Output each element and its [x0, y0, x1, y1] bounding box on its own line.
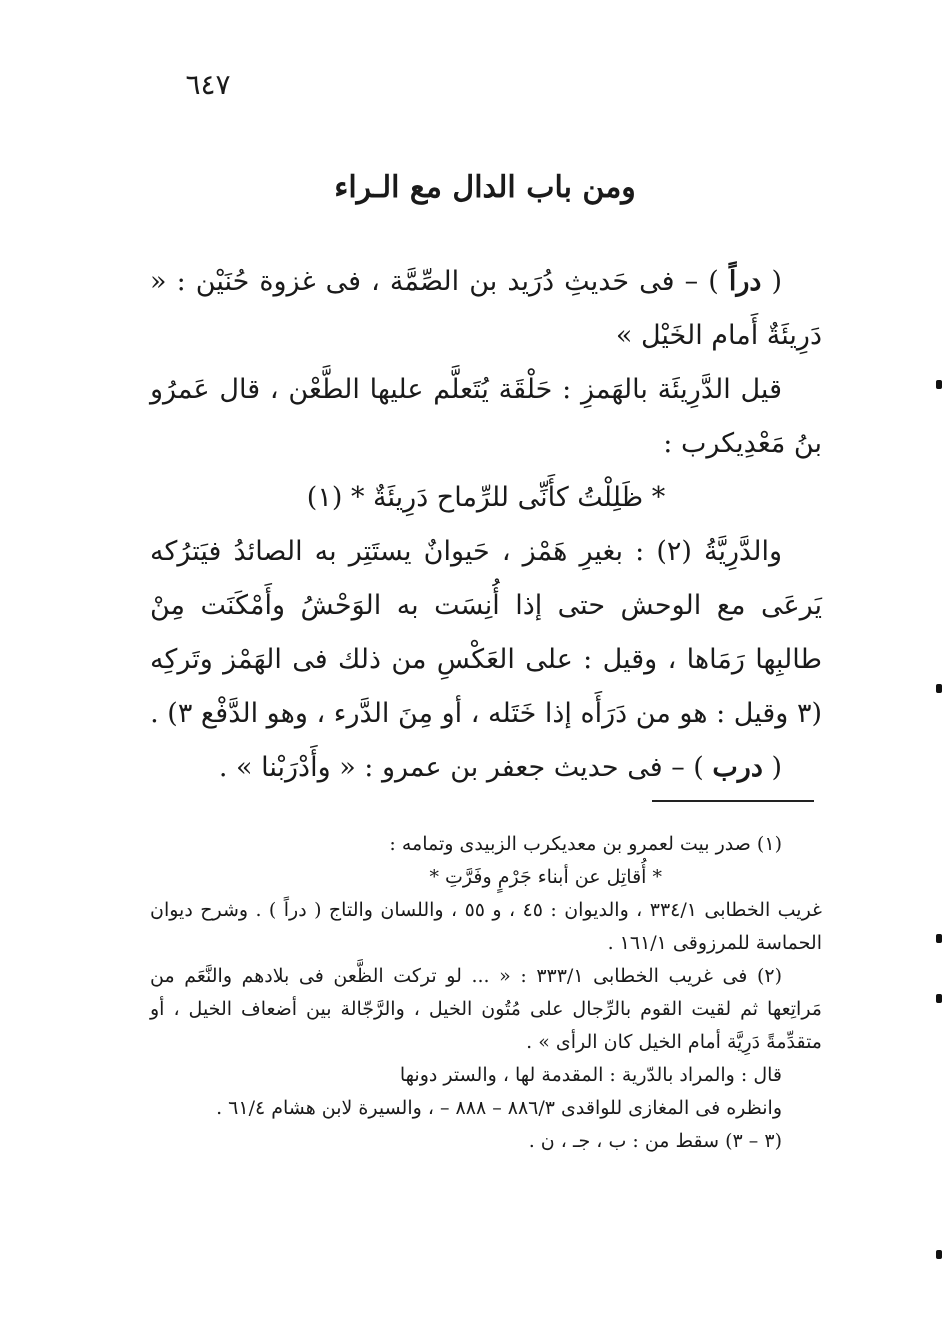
margin-mark: [936, 684, 942, 693]
footnote-2-line2: قال : والمراد بالدّرية : المقدمة لها ، والستر دونها: [399, 1064, 782, 1086]
margin-mark: [936, 1250, 942, 1259]
entry-dara-line1: ) – فى حَديثِ دُرَيد بن الصِّمَّة ، فى غزوة حُنَيْن : « دَرِيئَةٌ أَمام الخَيْل »: [150, 266, 822, 351]
footnote-1-line2: غريب الخطابى ٣٣٤/١ ، والديوان : ٤٥ ، و ٥٥ ، واللسان والتاج ( دراً ) . وشرح ديوان الحماسة للمرزوقى ١٦١/١ .: [150, 899, 822, 954]
footnote-2-line1: (٢) فى غريب الخطابى ٣٣٣/١ : « ... لو تركت الظَّعن فى بلادهم والنَّعَم من مَراتِعها ثم لقيت القوم بالرِّجال على مُتُون الخيل ، والرَّجّالة بين أضعاف الخيل ، أو متقدِّمةً دَرِيَّة أمام الخيل كان الرأى » .: [150, 965, 822, 1053]
entry-dara-line2: قيل الدَّرِيئَة بالهَمزِ : حَلْقَة يُتَعلَّم عليها الطَّعْن ، قال عَمرُو بنُ مَعْدِيكرب :: [150, 374, 822, 459]
footnote-1-line1: (١) صدر بيت لعمرو بن معديكرب الزبيدى وتمامه :: [389, 833, 782, 855]
footnote-3: (٣ – ٣) سقط من : ب ، جـ ، ن .: [528, 1130, 782, 1152]
entry-dara-line3: والدَّرِيَّةُ (٢) : بغيرِ هَمْز ، حَيوانٌ يستَتِر به الصائدُ فيَترُكه يَرعَى مع الوحش حتى إذا أُنِسَت به الوَحْشُ وأَمْكَنَت مِنْ طالبِها رَمَاها ، وقيل : على العَكْسِ من ذلك فى الهَمْز وتَركِه (٣ وقيل : هو من دَرَأَه إذا خَتَله ، أو مِنَ الدَّرء ، وهو الدَّفْع ٣) .: [150, 536, 822, 729]
footnote-divider: [652, 800, 814, 802]
footnote-2-line3: وانظره فى المغازى للواقدى ٨٨٦/٣ – ٨٨٨ – ، والسيرة لابن هشام ٦١/٤ .: [216, 1097, 782, 1119]
footnote-1-verse: * أُقاتِل عن أبناء جَرْمٍ وفَرَّتِ *: [429, 866, 662, 888]
page-number: ٦٤٧: [185, 68, 231, 101]
entry-dara-paragraph: ( دراً ) – فى حَديثِ دُرَيد بن الصِّمَّة ، فى غزوة حُنَيْن : « دَرِيئَةٌ أَمام الخَيْل »: [150, 266, 822, 351]
entry-keyword-dara: دراً: [728, 266, 762, 297]
margin-mark: [936, 934, 942, 943]
main-text: [150, 255, 822, 795]
entry-keyword-darb: درب: [712, 752, 763, 783]
section-title: ومن باب الدال مع الـراء: [334, 170, 636, 205]
verse-line: * ظَلِلْتُ كأَنِّى للرِّماح دَرِيئَةٌ * (١): [306, 482, 666, 513]
margin-mark: [936, 380, 942, 389]
margin-mark: [936, 994, 942, 1003]
entry-darb-paragraph: ( درب ) – فى حديث جعفر بن عمرو : « وأَدْرَبْنا » .: [218, 752, 782, 783]
footnotes: [150, 828, 822, 1158]
entry-darb-line: ) – فى حديث جعفر بن عمرو : « وأَدْرَبْنا » .: [218, 752, 713, 783]
